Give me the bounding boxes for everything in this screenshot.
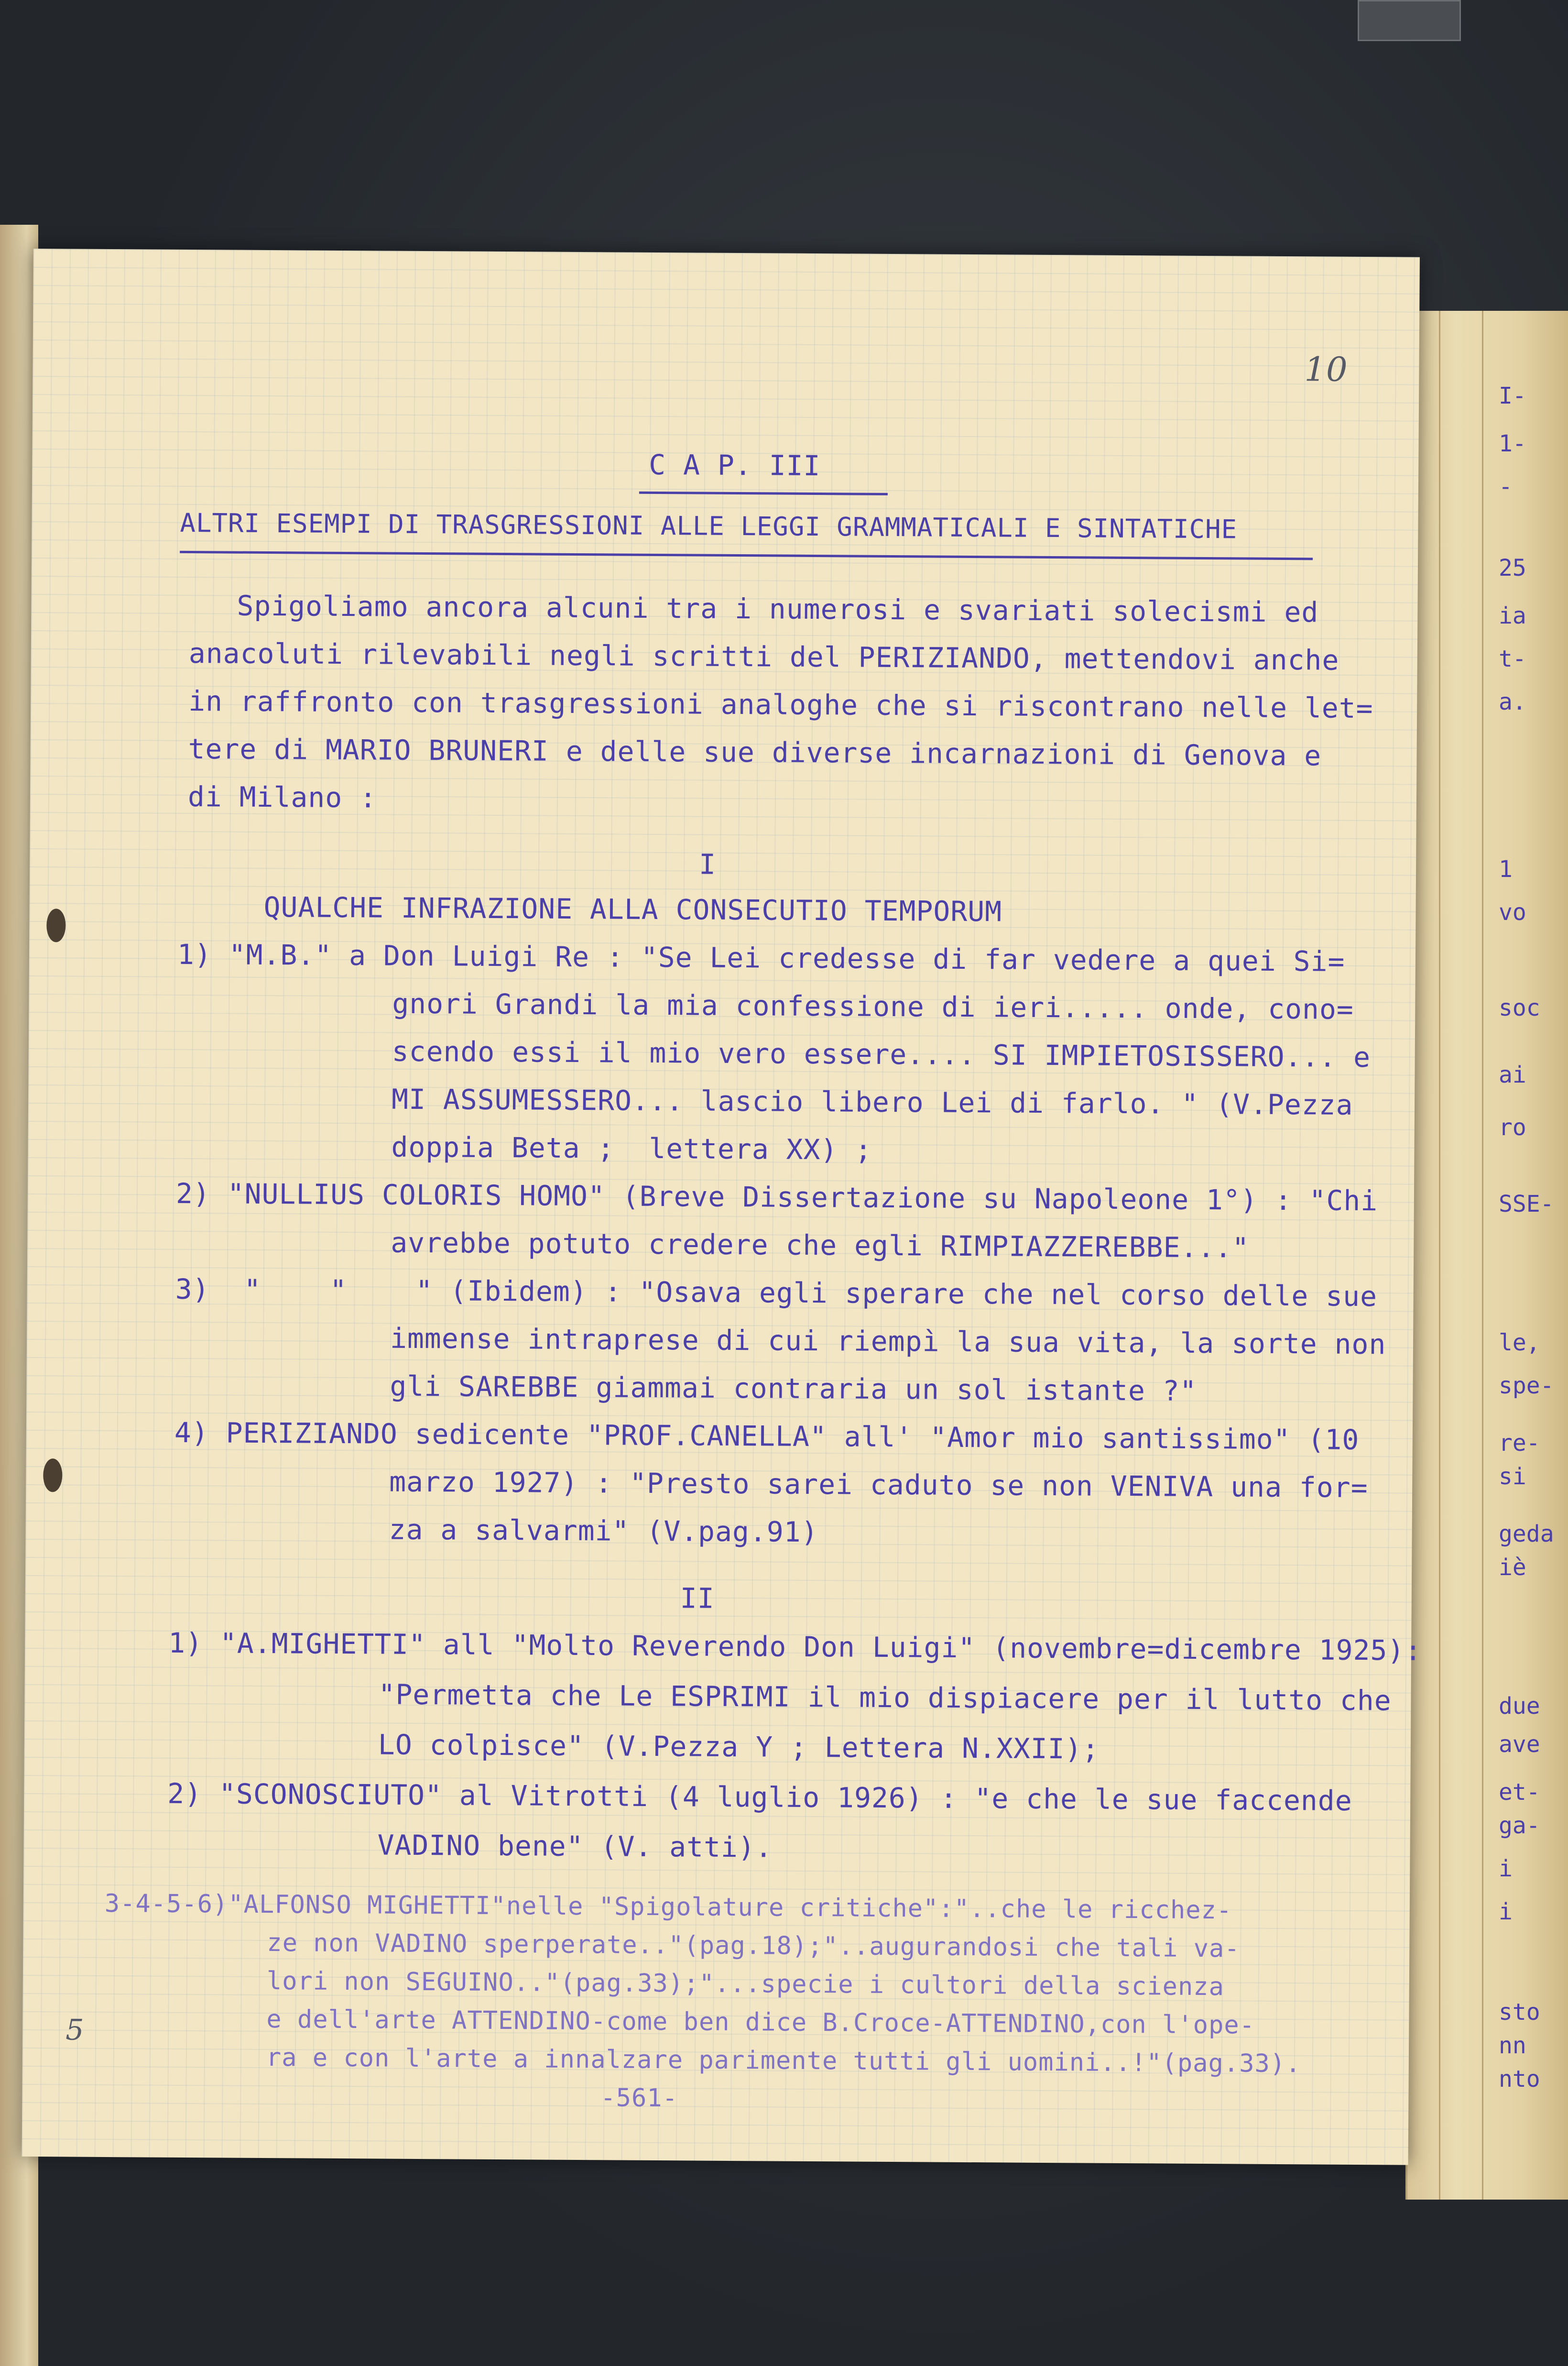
section-2-line: 2) "SCONOSCIUTO" al Vitrotti (4 luglio 1926) : "e che le sue faccende xyxy=(167,1777,1352,1817)
intro-line: in raffronto con trasgressioni analoghe che si riscontrano nelle let= xyxy=(188,684,1373,725)
side-fragment: I- xyxy=(1499,383,1526,409)
binding-hole xyxy=(46,909,65,942)
section-1-line: MI ASSUMESSERO... lascio libero Lei di farlo. " (V.Pezza xyxy=(391,1083,1353,1121)
section-1-line: scendo essi il mio vero essere.... SI IMPIETOSISSERO... e xyxy=(392,1035,1371,1074)
margin-mark: 5 xyxy=(65,2013,85,2047)
section-1-line: marzo 1927) : "Presto sarei caduto se non VENIVA una for= xyxy=(389,1465,1368,1504)
chapter-subtitle: ALTRI ESEMPI DI TRASGRESSIONI ALLE LEGGI GRAMMATICALI E SINTATICHE xyxy=(180,507,1238,545)
subtitle-rule xyxy=(180,551,1313,560)
side-fragment: vo xyxy=(1499,899,1526,926)
side-fragment: geda xyxy=(1499,1521,1554,1547)
side-fragment: nn xyxy=(1499,2032,1526,2059)
archive-tag xyxy=(1358,0,1461,41)
section-1-line: gnori Grandi la mia confessione di ieri..... onde, cono= xyxy=(392,987,1354,1026)
side-fragment: i xyxy=(1499,1898,1513,1925)
section-2-line: 1) "A.MIGHETTI" all "Molto Reverendo Don Luigi" (novembre=dicembre 1925): xyxy=(168,1626,1422,1667)
side-fragment: si xyxy=(1499,1463,1526,1490)
title-rule xyxy=(639,492,888,495)
side-fragment: soc xyxy=(1499,995,1540,1021)
side-fragment: et- xyxy=(1499,1779,1540,1806)
section-heading: QUALCHE INFRAZIONE ALLA CONSECUTIO TEMPORUM xyxy=(263,890,1002,928)
page-stack-edge xyxy=(1482,311,1483,2200)
addendum-line: ra e con l'arte a innalzare parimente tutti gli uomini..!"(pag.33). xyxy=(266,2043,1301,2079)
section-1-line: 2) "NULLIUS COLORIS HOMO" (Breve Dissertazione su Napoleone 1°) : "Chi xyxy=(175,1177,1378,1217)
addendum-line: lori non SEGUINO.."(pag.33);"...specie i cultori della scienza xyxy=(266,1967,1225,2002)
side-fragment: sto xyxy=(1499,1999,1540,2026)
section-1-line: avrebbe potuto credere che egli RIMPIAZZEREBBE..." xyxy=(391,1226,1250,1264)
addendum-line: e dell'arte ATTENDINO-come ben dice B.Croce-ATTENDINO,con l'ope- xyxy=(266,2005,1255,2040)
side-fragment: i xyxy=(1499,1855,1513,1882)
side-fragment: nto xyxy=(1499,2066,1540,2092)
addendum-line: ze non VADINO sperperate.."(pag.18);"..augurandosi che tali va- xyxy=(267,1928,1240,1963)
chapter-title: C A P. III xyxy=(649,448,821,482)
side-fragment: ave xyxy=(1499,1731,1540,1758)
side-fragment: re- xyxy=(1499,1430,1540,1457)
side-fragment: ia xyxy=(1499,602,1526,629)
side-fragment: t- xyxy=(1499,646,1526,672)
side-fragment: SSE- xyxy=(1499,1191,1554,1217)
page-stack-edge xyxy=(1439,311,1440,2200)
section-numeral-1: I xyxy=(698,848,717,881)
side-fragment: 1 xyxy=(1499,856,1513,883)
section-1-line: gli SAREBBE giammai contraria un sol istante ?" xyxy=(390,1369,1197,1407)
intro-line: anacoluti rilevabili negli scritti del PERIZIANDO, mettendovi anche xyxy=(188,637,1339,677)
addendum-line: 3-4-5-6)"ALFONSO MIGHETTI"nelle "Spigolature critiche":"..che le ricchez- xyxy=(104,1889,1232,1925)
side-fragment: le, xyxy=(1499,1329,1540,1356)
binding-hole xyxy=(43,1458,62,1492)
intro-line: Spigoliamo ancora alcuni tra i numerosi e svariati solecismi ed xyxy=(237,589,1319,629)
section-1-line: 3) " " " (Ibidem) : "Osava egli sperare che nel corso delle sue xyxy=(175,1272,1378,1313)
side-fragment: spe- xyxy=(1499,1372,1554,1399)
section-1-line: za a salvarmi" (V.pag.91) xyxy=(389,1513,818,1549)
side-fragment: ro xyxy=(1499,1114,1526,1141)
intro-line: di Milano : xyxy=(187,780,377,814)
side-fragment: 1- xyxy=(1499,430,1526,457)
intro-line: tere di MARIO BRUNERI e delle sue diverse incarnazioni di Genova e xyxy=(188,732,1322,772)
section-2-line: "Permetta che Le ESPRIMI il mio dispiacere per il lutto che xyxy=(378,1678,1392,1717)
footer-page-number: -561- xyxy=(600,2083,678,2113)
side-fragment: ga- xyxy=(1499,1812,1540,1839)
side-fragment: due xyxy=(1499,1693,1540,1720)
section-1-line: immense intraprese di cui riempì la sua vita, la sorte non xyxy=(390,1322,1386,1361)
side-fragment: 25 xyxy=(1499,555,1526,581)
side-fragment: iè xyxy=(1499,1554,1526,1581)
side-fragment: - xyxy=(1499,473,1513,500)
page-stack xyxy=(1405,311,1568,2200)
section-1-line: doppia Beta ; lettera XX) ; xyxy=(391,1130,872,1166)
section-numeral-2: II xyxy=(680,1582,715,1615)
section-2-line: LO colpisce" (V.Pezza Y ; Lettera N.XXII); xyxy=(378,1728,1100,1765)
document-page xyxy=(22,249,1420,2165)
side-fragment: ai xyxy=(1499,1062,1526,1088)
section-1-line: 1) "M.B." a Don Luigi Re : "Se Lei credesse di far vedere a quei Si= xyxy=(177,938,1345,978)
section-1-line: 4) PERIZIANDO sedicente "PROF.CANELLA" all' "Amor mio santissimo" (10 xyxy=(174,1416,1360,1456)
handwritten-page-number: 10 xyxy=(1304,350,1348,389)
section-2-line: VADINO bene" (V. atti). xyxy=(377,1829,773,1864)
side-fragment: a. xyxy=(1499,689,1526,715)
